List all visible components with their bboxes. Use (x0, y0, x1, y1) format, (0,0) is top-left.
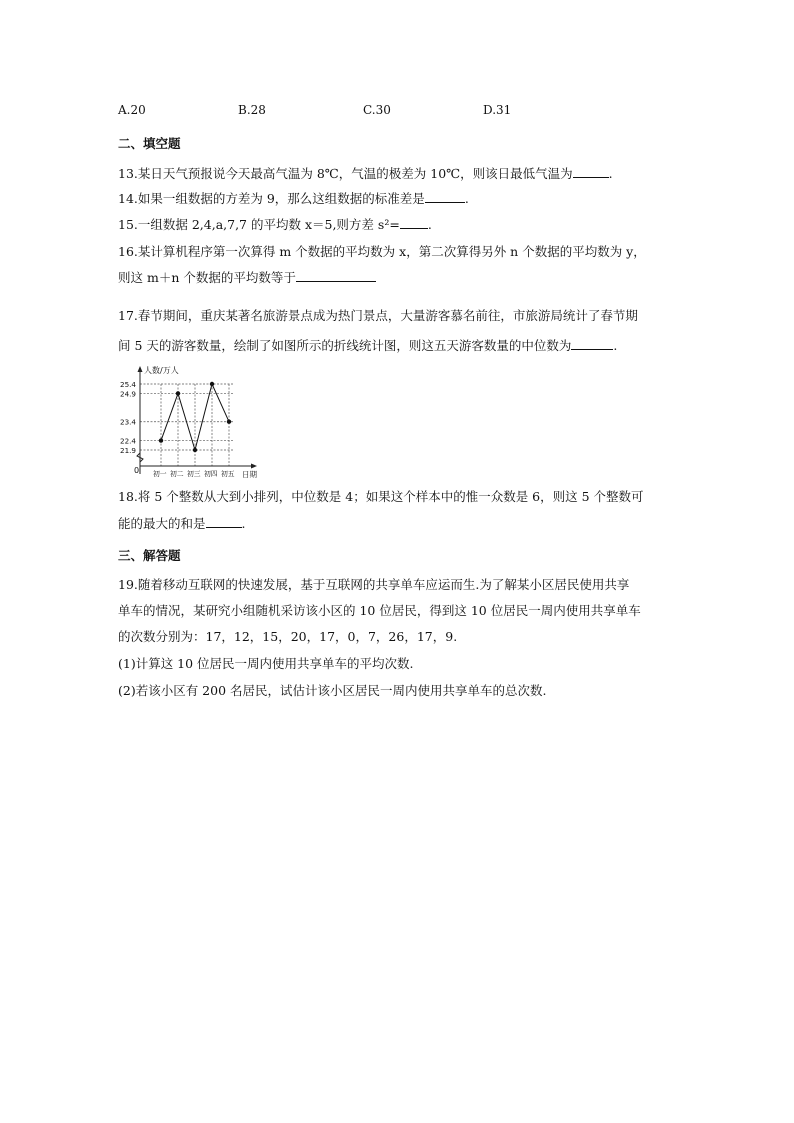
question-15 (118, 215, 432, 233)
y-tick-label: 21.9 (120, 446, 137, 455)
y-tick-label: 22.4 (120, 436, 137, 446)
question-16-line-1: 16.某计算机程序第一次算得 m 个数据的平均数为 x，第二次算得另外 n 个数据的平均数为 y， (118, 244, 646, 259)
q16-text: 则这 m＋n 个数据的平均数等于 (118, 270, 296, 285)
q14-answer-blank (425, 190, 465, 203)
option-a: A.20 (118, 103, 146, 117)
question-13 (118, 164, 613, 182)
y-tick-label: 25.4 (120, 380, 137, 389)
q15-end: . (427, 217, 432, 232)
x-tick-label: 初一 (153, 470, 167, 478)
data-point (193, 448, 197, 452)
data-point (159, 438, 163, 442)
q18-end: . (241, 516, 246, 531)
data-point (176, 391, 180, 395)
origin-label: 0 (134, 466, 140, 475)
q16-answer-blank (296, 269, 376, 282)
q14-end: . (464, 191, 469, 206)
q18-answer-blank (206, 515, 242, 528)
q17-answer-blank (571, 337, 613, 350)
section-heading-solve: 三、解答题 (118, 548, 181, 563)
q13-answer-blank (573, 165, 609, 178)
x-tick-label: 初四 (204, 470, 218, 478)
data-point (210, 382, 214, 386)
q17-end: . (613, 338, 618, 353)
y-axis-arrow (138, 366, 143, 372)
data-point (227, 420, 231, 424)
section-heading-fill-blank: 二、填空题 (118, 136, 181, 151)
x-axis-label: 日期 (242, 470, 257, 479)
q17-text: 间 5 天的游客数量，绘制了如图所示的折线统计图，则这五天游客数量的中位数为 (118, 338, 572, 353)
question-16-line-2 (118, 268, 376, 286)
question-18-line-1: 18.将 5 个整数从大到小排列，中位数是 4；如果这个样本中的惟一众数是 6，则这 5 个整数可 (118, 489, 644, 504)
option-d: D.31 (483, 103, 512, 117)
q13-text: 13.某日天气预报说今天最高气温为 8℃，气温的极差为 10℃，则该日最低气温为 (118, 166, 573, 181)
x-axis-arrow (251, 464, 257, 469)
option-b: B.28 (238, 103, 266, 117)
x-tick-label: 初三 (187, 470, 201, 478)
question-17-line-1: 17.春节期间，重庆某著名旅游景点成为热门景点，大量游客慕名前往，市旅游局统计了春节期 (118, 308, 638, 323)
question-19-line-1: 19.随着移动互联网的快速发展，基于互联网的共享单车应运而生.为了解某小区居民使用共享 (118, 577, 630, 592)
question-19-part-1: (1)计算这 10 位居民一周内使用共享单车的平均次数. (118, 656, 414, 671)
y-axis-label: 人数/万人 (144, 366, 179, 375)
question-19-part-2: (2)若该小区有 200 名居民，试估计该小区居民一周内使用共享单车的总次数. (118, 683, 547, 698)
question-14 (118, 189, 469, 207)
q18-text: 能的最大的和是 (118, 516, 206, 531)
y-tick-label: 23.4 (120, 417, 137, 427)
line-chart (118, 362, 268, 480)
question-19-line-3: 的次数分别为：17，12，15，20，17，0，7，26，17，9. (118, 629, 458, 644)
option-c: C.30 (363, 103, 391, 117)
question-19-line-2: 单车的情况，某研究小组随机采访该小区的 10 位居民，得到这 10 位居民一周内使用共享单车 (118, 603, 641, 618)
question-17-line-2 (118, 336, 617, 354)
x-tick-label: 初五 (221, 470, 235, 478)
q15-text: 15.一组数据 2,4,a,7,7 的平均数 x＝5,则方差 s²= (118, 217, 400, 232)
question-18-line-2 (118, 514, 246, 532)
q13-end: . (608, 166, 613, 181)
q14-text: 14.如果一组数据的方差为 9，那么这组数据的标准差是 (118, 191, 425, 206)
q15-answer-blank (400, 216, 428, 229)
y-tick-label: 24.9 (120, 389, 137, 399)
x-tick-label: 初二 (170, 470, 184, 478)
